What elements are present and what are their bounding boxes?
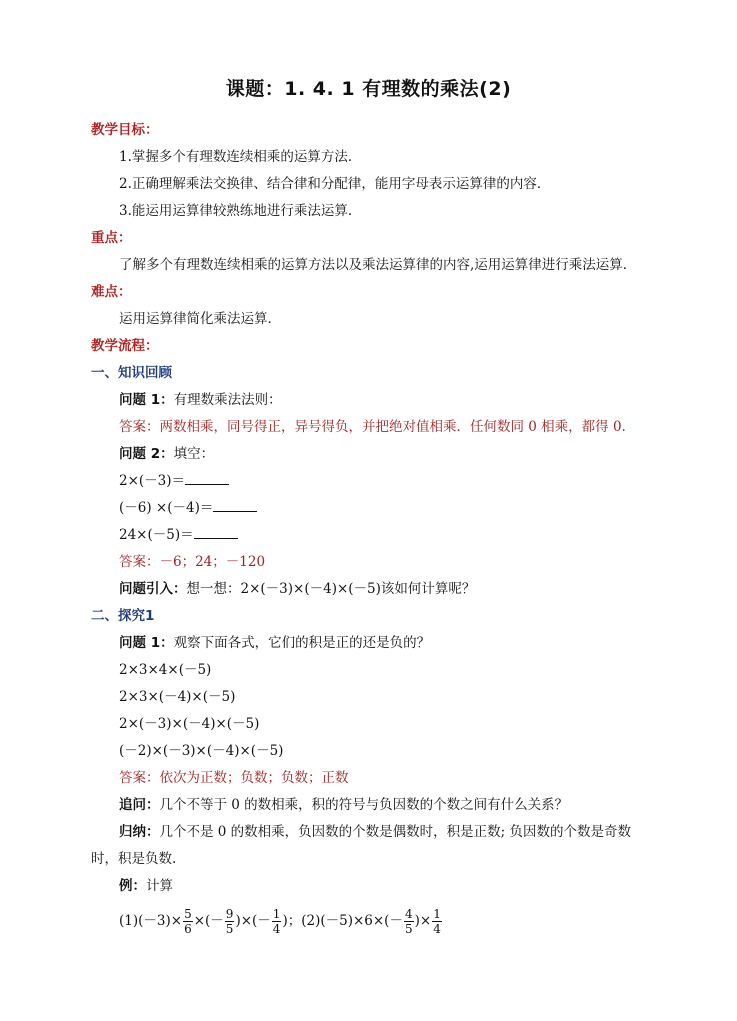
section2-heading: 二、探究1 [91, 608, 155, 624]
s2-example-label: 例： [119, 878, 146, 894]
s1-q1-label: 问题 1： [119, 392, 174, 408]
s1-q1-text: 有理数乘法法则： [173, 392, 282, 408]
answer-blank [213, 499, 257, 512]
s2-q1-label: 问题 1： [119, 635, 174, 651]
objectives-heading: 教学目标： [91, 122, 159, 138]
fraction: $\frac{1}{4}$ [272, 907, 281, 936]
s1-question2 [119, 445, 214, 463]
objective-item: 3.能运用运算律较熟练地进行乘法运算． [119, 203, 362, 219]
math-text: ) [282, 913, 288, 929]
s1-q2-text: 填空： [173, 446, 215, 462]
difficulty-text: 运用运算律简化乘法运算． [119, 311, 281, 327]
s1-intro-text: 想一想：2×(－3)×(－4)×(－5)该如何计算呢？ [186, 581, 476, 597]
s2-followup-text: 几个不等于 0 的数相乘，积的符号与负因数的个数之间有什么关系？ [159, 797, 569, 813]
s2-answer: 答案：依次为正数；负数；负数；正数 [119, 770, 349, 786]
s1-intro [119, 580, 475, 598]
math-text: ； [287, 913, 302, 929]
s2-summary [91, 819, 651, 873]
s2-expr: 2×(－3)×(－4)×(－5) [119, 716, 260, 732]
answer-blank [194, 526, 238, 539]
s2-expr: 2×3×(－4)×(－5) [119, 689, 236, 705]
section1-heading: 一、知识回顾 [91, 365, 172, 381]
s1-question1 [119, 391, 282, 409]
expr-text: 24×(－5)＝ [119, 527, 194, 543]
s1-intro-label: 问题引入： [119, 581, 187, 597]
math-text: )× [414, 913, 432, 929]
s2-expr: (－2)×(－3)×(－4)×(－5) [119, 743, 284, 759]
example-math [119, 907, 443, 936]
math-text: )×(－ [235, 913, 271, 929]
objective-item: 1.掌握多个有理数连续相乘的运算方法． [119, 149, 362, 165]
math-text: ×(－ [193, 913, 224, 929]
math-text: (1)(－3)× [119, 913, 183, 929]
math-text: (2)(－5)×6×(－ [301, 913, 403, 929]
s2-expr: 2×3×4×(－5) [119, 662, 212, 678]
fraction: $\frac{5}{6}$ [184, 907, 192, 936]
fraction: $\frac{9}{5}$ [225, 907, 234, 936]
s2-followup-label: 追问： [119, 797, 160, 813]
key-point-heading: 重点： [91, 230, 132, 246]
s1-answer2: 答案：－6；24；－120 [119, 554, 266, 570]
key-point-text: 了解多个有理数连续相乘的运算方法以及乘法运算律的内容,运用运算律进行乘法运算． [119, 257, 637, 273]
fraction: $\frac{4}{5}$ [404, 907, 413, 936]
s2-example [119, 877, 173, 895]
s2-example-text: 计算 [146, 878, 173, 894]
s2-question1 [119, 634, 430, 652]
fraction: $\frac{1}{4}$ [433, 907, 441, 936]
fill-blank-expr [119, 472, 229, 490]
s2-summary-label: 归纳： [119, 824, 160, 840]
expr-text: (－6) ×(－4)＝ [119, 500, 214, 516]
fill-blank-expr [119, 526, 238, 544]
difficulty-heading: 难点： [91, 284, 132, 300]
answer-blank [185, 472, 229, 485]
s1-answer1: 答案：两数相乘，同号得正，异号得负，并把绝对值相乘．任何数同 0 相乘，都得 0. [119, 419, 626, 435]
expr-text: 2×(－3)＝ [119, 473, 186, 489]
s2-followup [119, 796, 568, 814]
flow-heading: 教学流程： [91, 338, 159, 354]
objective-item: 2.正确理解乘法交换律、结合律和分配律，能用字母表示运算律的内容． [119, 176, 551, 192]
s2-q1-text: 观察下面各式，它们的积是正的还是负的？ [173, 635, 431, 651]
fill-blank-expr [119, 499, 257, 517]
s1-q2-label: 问题 2： [119, 446, 174, 462]
page-title: 课题：1. 4. 1 有理数的乘法(2) [225, 78, 512, 100]
s2-summary-text: 几个不是 0 的数相乘，负因数的个数是偶数时，积是正数; 负因数的个数是奇数时，积是负数. [91, 824, 632, 867]
